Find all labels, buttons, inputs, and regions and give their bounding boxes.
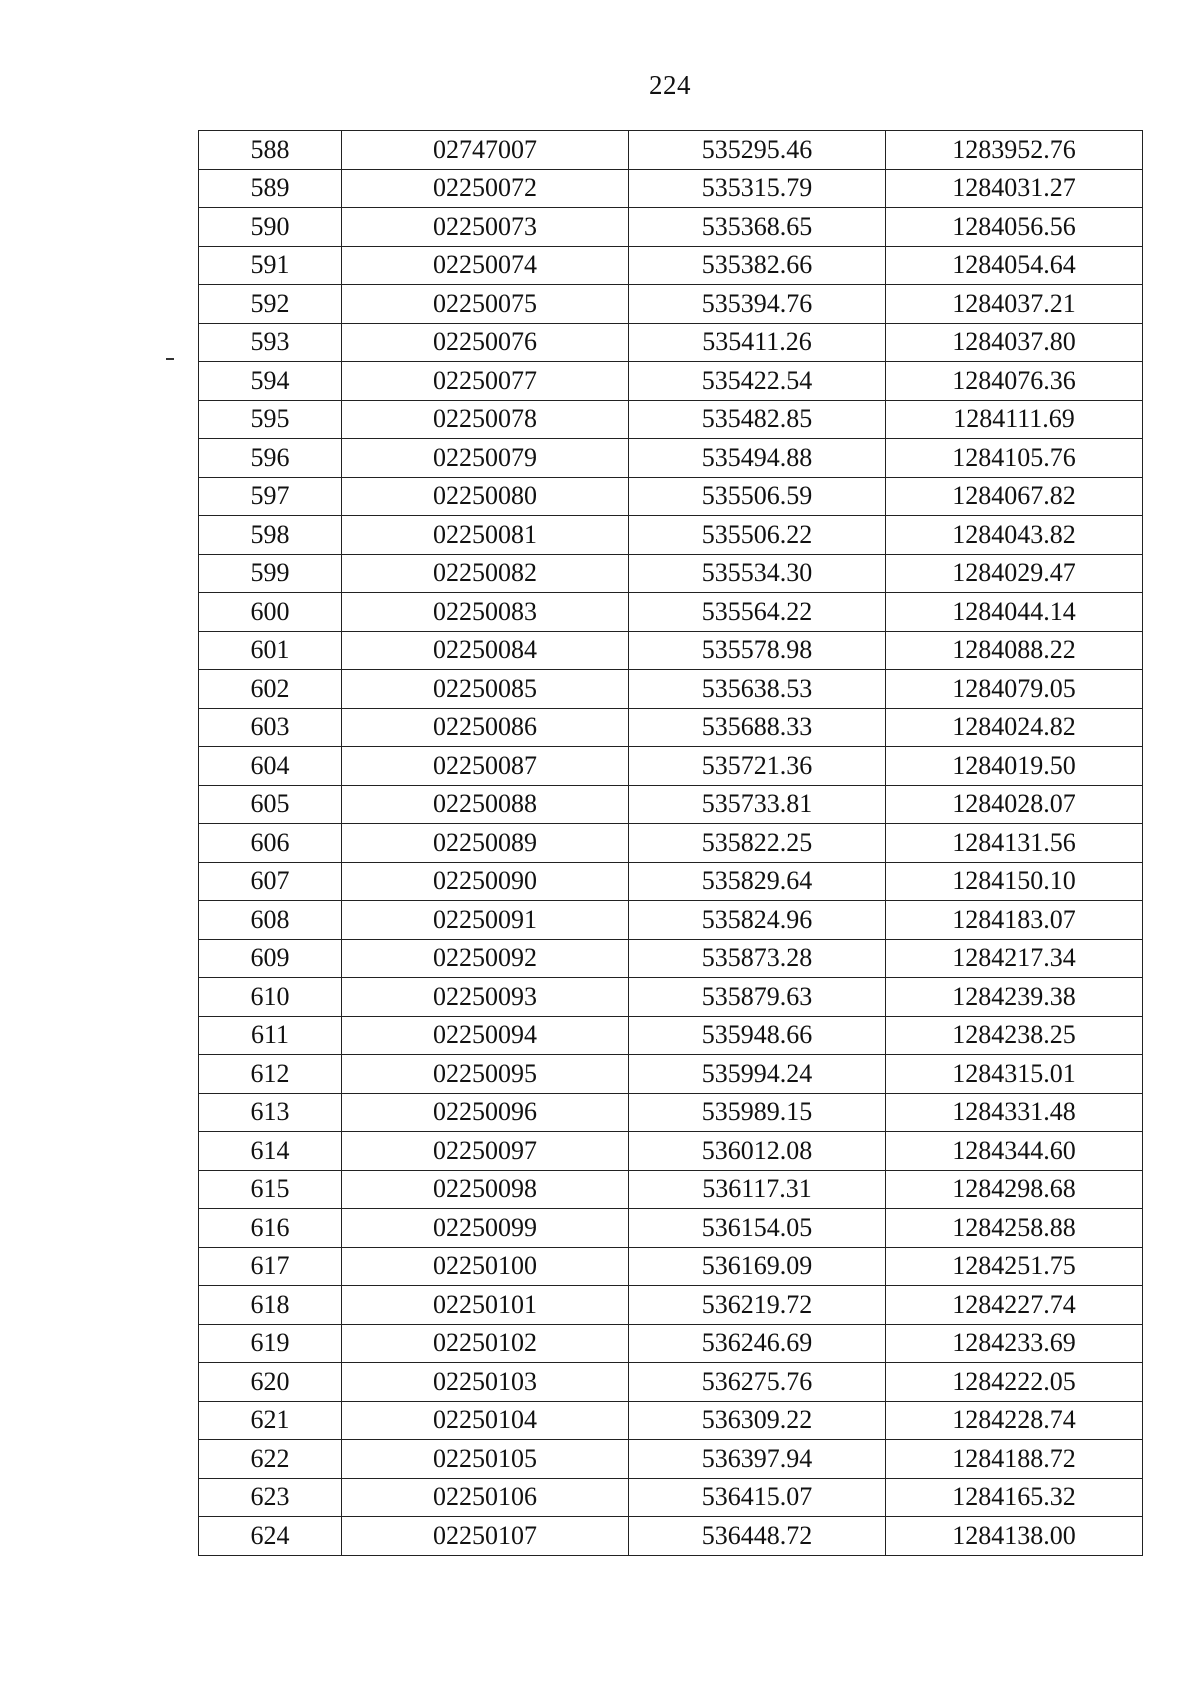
point-number-cell: 620 — [199, 1363, 342, 1402]
y-coordinate-cell: 1284251.75 — [886, 1247, 1143, 1286]
y-coordinate-cell: 1284239.38 — [886, 978, 1143, 1017]
x-coordinate-cell: 535411.26 — [629, 323, 886, 362]
y-coordinate-cell: 1284031.27 — [886, 169, 1143, 208]
table-row — [199, 1170, 1143, 1209]
table-row — [199, 439, 1143, 478]
point-number-cell: 590 — [199, 208, 342, 247]
table-row — [199, 593, 1143, 632]
y-coordinate-cell: 1284217.34 — [886, 939, 1143, 978]
point-number-cell: 597 — [199, 477, 342, 516]
point-id-cell: 02250103 — [342, 1363, 629, 1402]
y-coordinate-cell: 1284056.56 — [886, 208, 1143, 247]
y-coordinate-cell: 1284043.82 — [886, 516, 1143, 555]
y-coordinate-cell: 1284315.01 — [886, 1055, 1143, 1094]
x-coordinate-cell: 535994.24 — [629, 1055, 886, 1094]
table-row — [199, 323, 1143, 362]
point-id-cell: 02250094 — [342, 1016, 629, 1055]
point-id-cell: 02250105 — [342, 1440, 629, 1479]
point-number-cell: 616 — [199, 1209, 342, 1248]
y-coordinate-cell: 1284067.82 — [886, 477, 1143, 516]
point-number-cell: 613 — [199, 1093, 342, 1132]
x-coordinate-cell: 535824.96 — [629, 901, 886, 940]
y-coordinate-cell: 1284331.48 — [886, 1093, 1143, 1132]
table-row — [199, 1401, 1143, 1440]
point-number-cell: 623 — [199, 1478, 342, 1517]
x-coordinate-cell: 535506.59 — [629, 477, 886, 516]
coordinates-table — [198, 130, 1143, 1556]
table-row — [199, 131, 1143, 170]
x-coordinate-cell: 536415.07 — [629, 1478, 886, 1517]
x-coordinate-cell: 535879.63 — [629, 978, 886, 1017]
point-id-cell: 02250074 — [342, 246, 629, 285]
point-id-cell: 02250104 — [342, 1401, 629, 1440]
x-coordinate-cell: 535688.33 — [629, 708, 886, 747]
y-coordinate-cell: 1284183.07 — [886, 901, 1143, 940]
point-id-cell: 02250080 — [342, 477, 629, 516]
y-coordinate-cell: 1284298.68 — [886, 1170, 1143, 1209]
point-id-cell: 02250072 — [342, 169, 629, 208]
point-number-cell: 608 — [199, 901, 342, 940]
point-number-cell: 607 — [199, 862, 342, 901]
x-coordinate-cell: 535721.36 — [629, 747, 886, 786]
point-id-cell: 02250079 — [342, 439, 629, 478]
x-coordinate-cell: 535564.22 — [629, 593, 886, 632]
point-id-cell: 02250090 — [342, 862, 629, 901]
table-row — [199, 824, 1143, 863]
y-coordinate-cell: 1284029.47 — [886, 554, 1143, 593]
point-id-cell: 02250100 — [342, 1247, 629, 1286]
table-row — [199, 939, 1143, 978]
table-row — [199, 862, 1143, 901]
point-id-cell: 02250081 — [342, 516, 629, 555]
point-number-cell: 588 — [199, 131, 342, 170]
point-number-cell: 606 — [199, 824, 342, 863]
y-coordinate-cell: 1284165.32 — [886, 1478, 1143, 1517]
x-coordinate-cell: 536154.05 — [629, 1209, 886, 1248]
point-id-cell: 02250101 — [342, 1286, 629, 1325]
table-row — [199, 554, 1143, 593]
x-coordinate-cell: 535482.85 — [629, 400, 886, 439]
point-id-cell: 02250089 — [342, 824, 629, 863]
point-number-cell: 622 — [199, 1440, 342, 1479]
coordinates-table-wrapper — [198, 130, 1143, 1556]
point-id-cell: 02250075 — [342, 285, 629, 324]
point-id-cell: 02250092 — [342, 939, 629, 978]
point-id-cell: 02250091 — [342, 901, 629, 940]
x-coordinate-cell: 536117.31 — [629, 1170, 886, 1209]
table-row — [199, 1440, 1143, 1479]
y-coordinate-cell: 1284227.74 — [886, 1286, 1143, 1325]
point-number-cell: 609 — [199, 939, 342, 978]
table-row — [199, 1132, 1143, 1171]
point-number-cell: 602 — [199, 670, 342, 709]
x-coordinate-cell: 535506.22 — [629, 516, 886, 555]
x-coordinate-cell: 535733.81 — [629, 785, 886, 824]
point-number-cell: 614 — [199, 1132, 342, 1171]
table-row — [199, 1363, 1143, 1402]
point-number-cell: 603 — [199, 708, 342, 747]
table-row — [199, 169, 1143, 208]
point-id-cell: 02250073 — [342, 208, 629, 247]
y-coordinate-cell: 1284024.82 — [886, 708, 1143, 747]
table-row — [199, 246, 1143, 285]
x-coordinate-cell: 536219.72 — [629, 1286, 886, 1325]
point-number-cell: 610 — [199, 978, 342, 1017]
table-row — [199, 477, 1143, 516]
y-coordinate-cell: 1284054.64 — [886, 246, 1143, 285]
x-coordinate-cell: 535382.66 — [629, 246, 886, 285]
y-coordinate-cell: 1284150.10 — [886, 862, 1143, 901]
y-coordinate-cell: 1284076.36 — [886, 362, 1143, 401]
x-coordinate-cell: 535494.88 — [629, 439, 886, 478]
point-number-cell: 600 — [199, 593, 342, 632]
point-id-cell: 02250078 — [342, 400, 629, 439]
x-coordinate-cell: 535873.28 — [629, 939, 886, 978]
x-coordinate-cell: 535829.64 — [629, 862, 886, 901]
x-coordinate-cell: 535368.65 — [629, 208, 886, 247]
point-number-cell: 619 — [199, 1324, 342, 1363]
point-number-cell: 596 — [199, 439, 342, 478]
point-id-cell: 02250084 — [342, 631, 629, 670]
table-row — [199, 1093, 1143, 1132]
y-coordinate-cell: 1284088.22 — [886, 631, 1143, 670]
table-row — [199, 208, 1143, 247]
y-coordinate-cell: 1284188.72 — [886, 1440, 1143, 1479]
table-row — [199, 1209, 1143, 1248]
y-coordinate-cell: 1284131.56 — [886, 824, 1143, 863]
table-row — [199, 362, 1143, 401]
point-id-cell: 02250085 — [342, 670, 629, 709]
table-row — [199, 1016, 1143, 1055]
x-coordinate-cell: 536169.09 — [629, 1247, 886, 1286]
table-row — [199, 708, 1143, 747]
point-id-cell: 02250096 — [342, 1093, 629, 1132]
point-id-cell: 02250077 — [342, 362, 629, 401]
y-coordinate-cell: 1284138.00 — [886, 1517, 1143, 1556]
x-coordinate-cell: 536397.94 — [629, 1440, 886, 1479]
point-id-cell: 02250099 — [342, 1209, 629, 1248]
x-coordinate-cell: 536275.76 — [629, 1363, 886, 1402]
x-coordinate-cell: 535394.76 — [629, 285, 886, 324]
point-id-cell: 02250107 — [342, 1517, 629, 1556]
point-number-cell: 618 — [199, 1286, 342, 1325]
table-row — [199, 516, 1143, 555]
point-number-cell: 591 — [199, 246, 342, 285]
table-body — [199, 131, 1143, 1556]
table-row — [199, 285, 1143, 324]
point-number-cell: 615 — [199, 1170, 342, 1209]
y-coordinate-cell: 1284044.14 — [886, 593, 1143, 632]
y-coordinate-cell: 1284028.07 — [886, 785, 1143, 824]
scan-mark — [166, 358, 174, 360]
y-coordinate-cell: 1284258.88 — [886, 1209, 1143, 1248]
table-row — [199, 1286, 1143, 1325]
point-number-cell: 601 — [199, 631, 342, 670]
page-number: 224 — [649, 70, 691, 100]
x-coordinate-cell: 536246.69 — [629, 1324, 886, 1363]
point-id-cell: 02250082 — [342, 554, 629, 593]
table-row — [199, 1478, 1143, 1517]
point-number-cell: 624 — [199, 1517, 342, 1556]
y-coordinate-cell: 1284222.05 — [886, 1363, 1143, 1402]
x-coordinate-cell: 535822.25 — [629, 824, 886, 863]
y-coordinate-cell: 1284111.69 — [886, 400, 1143, 439]
x-coordinate-cell: 535638.53 — [629, 670, 886, 709]
point-number-cell: 594 — [199, 362, 342, 401]
table-row — [199, 670, 1143, 709]
y-coordinate-cell: 1284105.76 — [886, 439, 1143, 478]
x-coordinate-cell: 536012.08 — [629, 1132, 886, 1171]
y-coordinate-cell: 1284238.25 — [886, 1016, 1143, 1055]
point-number-cell: 589 — [199, 169, 342, 208]
y-coordinate-cell: 1284344.60 — [886, 1132, 1143, 1171]
y-coordinate-cell: 1284019.50 — [886, 747, 1143, 786]
table-row — [199, 631, 1143, 670]
table-row — [199, 1247, 1143, 1286]
x-coordinate-cell: 535315.79 — [629, 169, 886, 208]
y-coordinate-cell: 1284037.80 — [886, 323, 1143, 362]
point-id-cell: 02250093 — [342, 978, 629, 1017]
table-row — [199, 901, 1143, 940]
point-id-cell: 02250097 — [342, 1132, 629, 1171]
point-number-cell: 604 — [199, 747, 342, 786]
point-id-cell: 02250087 — [342, 747, 629, 786]
x-coordinate-cell: 535948.66 — [629, 1016, 886, 1055]
table-row — [199, 1324, 1143, 1363]
point-number-cell: 599 — [199, 554, 342, 593]
point-number-cell: 617 — [199, 1247, 342, 1286]
point-id-cell: 02250088 — [342, 785, 629, 824]
point-number-cell: 605 — [199, 785, 342, 824]
table-row — [199, 747, 1143, 786]
y-coordinate-cell: 1284037.21 — [886, 285, 1143, 324]
point-number-cell: 595 — [199, 400, 342, 439]
table-row — [199, 785, 1143, 824]
point-id-cell: 02250106 — [342, 1478, 629, 1517]
table-row — [199, 1055, 1143, 1094]
y-coordinate-cell: 1284228.74 — [886, 1401, 1143, 1440]
point-id-cell: 02250076 — [342, 323, 629, 362]
x-coordinate-cell: 535989.15 — [629, 1093, 886, 1132]
point-number-cell: 598 — [199, 516, 342, 555]
point-number-cell: 611 — [199, 1016, 342, 1055]
x-coordinate-cell: 536448.72 — [629, 1517, 886, 1556]
x-coordinate-cell: 535422.54 — [629, 362, 886, 401]
x-coordinate-cell: 535534.30 — [629, 554, 886, 593]
point-id-cell: 02250095 — [342, 1055, 629, 1094]
x-coordinate-cell: 535578.98 — [629, 631, 886, 670]
point-id-cell: 02250083 — [342, 593, 629, 632]
x-coordinate-cell: 535295.46 — [629, 131, 886, 170]
point-number-cell: 593 — [199, 323, 342, 362]
table-row — [199, 1517, 1143, 1556]
point-number-cell: 612 — [199, 1055, 342, 1094]
point-id-cell: 02250086 — [342, 708, 629, 747]
x-coordinate-cell: 536309.22 — [629, 1401, 886, 1440]
point-number-cell: 592 — [199, 285, 342, 324]
y-coordinate-cell: 1284233.69 — [886, 1324, 1143, 1363]
point-id-cell: 02747007 — [342, 131, 629, 170]
point-number-cell: 621 — [199, 1401, 342, 1440]
table-row — [199, 978, 1143, 1017]
point-id-cell: 02250098 — [342, 1170, 629, 1209]
y-coordinate-cell: 1283952.76 — [886, 131, 1143, 170]
table-row — [199, 400, 1143, 439]
point-id-cell: 02250102 — [342, 1324, 629, 1363]
y-coordinate-cell: 1284079.05 — [886, 670, 1143, 709]
